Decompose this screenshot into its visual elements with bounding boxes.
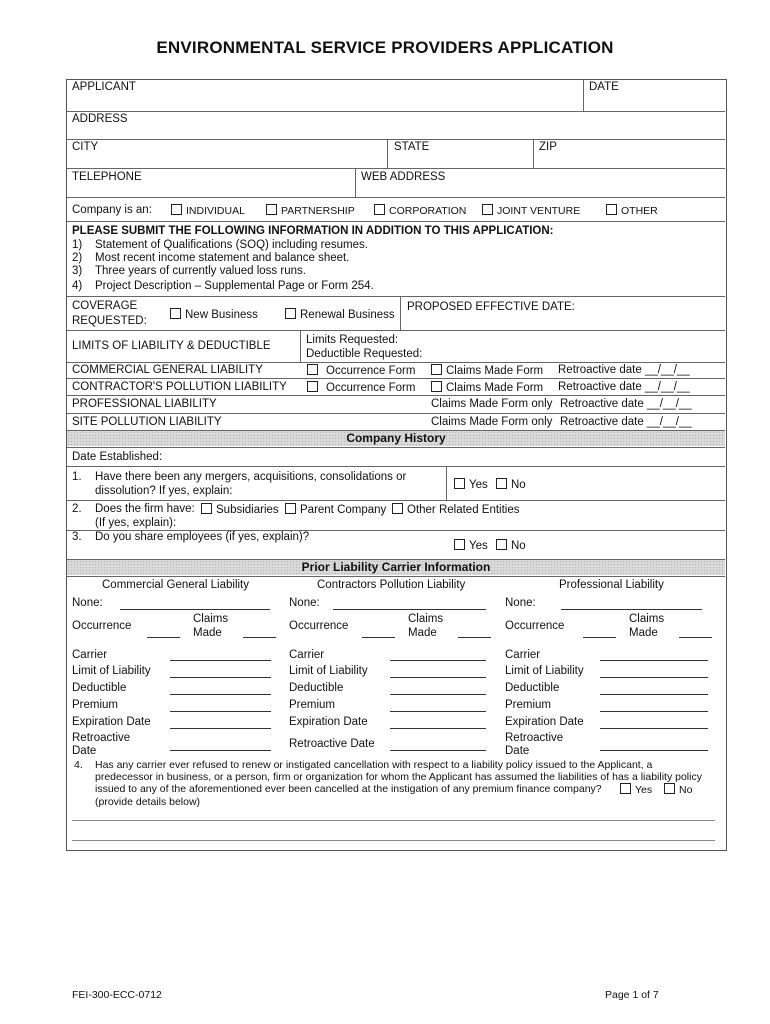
none-field: None: xyxy=(505,597,536,609)
claims-made-label: Claims xyxy=(629,613,665,625)
date-established-field[interactable]: Date Established: xyxy=(72,451,163,463)
deductible-label: Deductible xyxy=(505,682,560,694)
none-field: None: xyxy=(289,597,320,609)
q1-text-2: dissolution? If yes, explain: xyxy=(95,485,233,497)
q3-num: 3. xyxy=(72,531,82,543)
claims-made-form-only: Claims Made Form only xyxy=(431,416,553,428)
retroactive-date-label: Retroactive Date xyxy=(289,738,375,750)
company-type-label: Company is an: xyxy=(72,204,152,216)
q2-sub: (If yes, explain): xyxy=(95,517,177,529)
parent-company-option[interactable]: Parent Company xyxy=(285,503,386,516)
form-number: FEI-300-ECC-0712 xyxy=(72,989,162,1001)
q3-yes-option[interactable]: Yes xyxy=(454,539,488,552)
claims-made-form-only: Claims Made Form only xyxy=(431,398,553,410)
checkbox-icon[interactable] xyxy=(454,478,465,489)
web-address-field[interactable]: WEB ADDRESS xyxy=(361,171,446,183)
retroactive-label-2: Date xyxy=(505,745,530,757)
retroactive-date-field[interactable]: Retroactive date __/__/__ xyxy=(560,398,692,410)
checkbox-icon[interactable] xyxy=(496,478,507,489)
submit-item-num: 1) xyxy=(72,239,83,251)
submit-heading: PLEASE SUBMIT THE FOLLOWING INFORMATION IN ADDITION TO THIS APPLICATION: xyxy=(72,225,554,237)
submit-item: Three years of currently valued loss runs. xyxy=(95,265,306,277)
proposed-effective-date-field[interactable]: PROPOSED EFFECTIVE DATE: xyxy=(407,301,575,313)
none-field: None: xyxy=(72,597,103,609)
q4-details-line[interactable] xyxy=(72,840,715,841)
retroactive-label: Retroactive xyxy=(505,732,564,744)
checkbox-icon[interactable] xyxy=(307,364,318,375)
occurrence-form-option[interactable]: Occurrence Form xyxy=(307,381,415,394)
deductible-label: Deductible xyxy=(72,682,127,694)
premium-label: Premium xyxy=(505,699,552,711)
checkbox-icon[interactable] xyxy=(431,381,442,392)
limit-of-liability-label: Limit of Liability xyxy=(505,665,584,677)
checkbox-icon[interactable] xyxy=(482,204,493,215)
checkbox-icon[interactable] xyxy=(664,783,675,794)
company-type-joint-venture[interactable]: JOINT VENTURE xyxy=(482,204,580,217)
state-field[interactable]: STATE xyxy=(394,141,430,153)
date-field[interactable]: DATE xyxy=(589,81,619,93)
retroactive-date-field[interactable]: Retroactive date __/__/__ xyxy=(558,364,690,376)
q4-details-line[interactable] xyxy=(72,820,715,821)
submit-item: Most recent income statement and balance sheet. xyxy=(95,252,350,264)
claims-made-label: Claims xyxy=(193,613,229,625)
occurrence-label: Occurrence xyxy=(505,620,565,632)
q2-text: Does the firm have: xyxy=(95,503,195,515)
carrier-label: Carrier xyxy=(505,649,541,661)
submit-item-num: 4) xyxy=(72,280,83,292)
q4-no-option[interactable]: No xyxy=(664,783,692,796)
city-field[interactable]: CITY xyxy=(72,141,99,153)
liability-row-name: CONTRACTOR'S POLLUTION LIABILITY xyxy=(72,381,287,393)
limit-of-liability-label: Limit of Liability xyxy=(72,665,151,677)
coverage-label: COVERAGE xyxy=(72,300,138,312)
q1-text: Have there been any mergers, acquisitions, consolidations or xyxy=(95,471,407,483)
zip-field[interactable]: ZIP xyxy=(539,141,557,153)
q4-num: 4. xyxy=(74,759,83,771)
occurrence-label: Occurrence xyxy=(289,620,349,632)
q4-yes-option[interactable]: Yes xyxy=(620,783,652,796)
deductible-requested-field[interactable]: Deductible Requested: xyxy=(306,348,423,360)
expiration-date-label: Expiration Date xyxy=(505,716,584,728)
q4-text-2: predecessor in business, or a person, firm or organization for whom the Applicant has assumed the liabilities of has a liability policy xyxy=(95,771,702,783)
claims-made-label-2: Made xyxy=(629,627,658,639)
expiration-date-label: Expiration Date xyxy=(289,716,368,728)
checkbox-icon[interactable] xyxy=(392,503,403,514)
submit-item-num: 3) xyxy=(72,265,83,277)
company-type-individual[interactable]: INDIVIDUAL xyxy=(171,204,245,217)
new-business-option[interactable]: New Business xyxy=(170,308,258,321)
coverage-label-2: REQUESTED: xyxy=(72,315,147,327)
q1-yes-option[interactable]: Yes xyxy=(454,478,488,491)
submit-item-num: 2) xyxy=(72,252,83,264)
submit-item: Statement of Qualifications (SOQ) including resumes. xyxy=(95,239,368,251)
page-title: ENVIRONMENTAL SERVICE PROVIDERS APPLICATION xyxy=(156,38,614,57)
limits-label: LIMITS OF LIABILITY & DEDUCTIBLE xyxy=(72,340,271,352)
checkbox-icon[interactable] xyxy=(170,308,181,319)
carrier-label: Carrier xyxy=(72,649,108,661)
company-history-heading: Company History xyxy=(67,431,725,446)
claims-made-label-2: Made xyxy=(193,627,222,639)
page-number: Page 1 of 7 xyxy=(605,989,659,1001)
q4-text-3: issued to any of the aforementioned ever been cancelled at the instigation of any premium finance company? xyxy=(95,783,602,795)
checkbox-icon[interactable] xyxy=(454,539,465,550)
checkbox-icon[interactable] xyxy=(285,503,296,514)
company-type-corporation[interactable]: CORPORATION xyxy=(374,204,466,217)
checkbox-icon[interactable] xyxy=(307,381,318,392)
occurrence-form-option[interactable]: Occurrence Form xyxy=(307,364,415,377)
checkbox-icon[interactable] xyxy=(606,204,617,215)
liability-row-name: SITE POLLUTION LIABILITY xyxy=(72,416,222,428)
liability-row-name: PROFESSIONAL LIABILITY xyxy=(72,398,217,410)
checkbox-icon[interactable] xyxy=(266,204,277,215)
limits-requested-field[interactable]: Limits Requested: xyxy=(306,334,399,346)
column-contractors-pollution-liability: Contractors Pollution Liability xyxy=(317,579,466,591)
liability-row-name: COMMERCIAL GENERAL LIABILITY xyxy=(72,364,263,376)
retroactive-date-field[interactable]: Retroactive date __/__/__ xyxy=(558,381,690,393)
applicant-field[interactable]: APPLICANT xyxy=(72,81,136,93)
claims-made-label-2: Made xyxy=(408,627,437,639)
occurrence-label: Occurrence xyxy=(72,620,132,632)
q4-text: Has any carrier ever refused to renew or instigated cancellation with respect to a liability policy issued to the Applicant, a xyxy=(95,759,653,771)
other-related-entities-option[interactable]: Other Related Entities xyxy=(392,503,520,516)
claims-made-form-option[interactable]: Claims Made Form xyxy=(431,364,543,377)
checkbox-icon[interactable] xyxy=(496,539,507,550)
checkbox-icon[interactable] xyxy=(431,364,442,375)
q3-no-option[interactable]: No xyxy=(496,539,526,552)
checkbox-icon[interactable] xyxy=(285,308,296,319)
retroactive-date-field[interactable]: Retroactive date __/__/__ xyxy=(560,416,692,428)
column-commercial-general-liability: Commercial General Liability xyxy=(102,579,249,591)
form-frame xyxy=(66,79,727,851)
renewal-business-option[interactable]: Renewal Business xyxy=(285,308,395,321)
q4-text-4: (provide details below) xyxy=(95,796,201,808)
column-professional-liability: Professional Liability xyxy=(559,579,664,591)
company-type-partnership[interactable]: PARTNERSHIP xyxy=(266,204,355,217)
address-field[interactable]: ADDRESS xyxy=(72,113,128,125)
none-underline[interactable] xyxy=(120,609,270,610)
expiration-date-label: Expiration Date xyxy=(72,716,151,728)
telephone-field[interactable]: TELEPHONE xyxy=(72,171,142,183)
deductible-label: Deductible xyxy=(289,682,344,694)
claims-made-label: Claims xyxy=(408,613,444,625)
claims-made-form-option[interactable]: Claims Made Form xyxy=(431,381,543,394)
limit-of-liability-label: Limit of Liability xyxy=(289,665,368,677)
retroactive-label: Retroactive xyxy=(72,732,131,744)
premium-label: Premium xyxy=(289,699,336,711)
checkbox-icon[interactable] xyxy=(374,204,385,215)
q3-text: Do you share employees (if yes, explain)? xyxy=(95,531,310,543)
checkbox-icon[interactable] xyxy=(171,204,182,215)
q2-num: 2. xyxy=(72,503,82,515)
premium-label: Premium xyxy=(72,699,119,711)
company-type-other[interactable]: OTHER xyxy=(606,204,658,217)
q1-num: 1. xyxy=(72,471,82,483)
checkbox-icon[interactable] xyxy=(201,503,212,514)
q1-no-option[interactable]: No xyxy=(496,478,526,491)
subsidiaries-option[interactable]: Subsidiaries xyxy=(201,503,279,516)
submit-item: Project Description – Supplemental Page or Form 254. xyxy=(95,280,374,292)
retroactive-label-2: Date xyxy=(72,745,97,757)
prior-carrier-heading: Prior Liability Carrier Information xyxy=(67,560,725,575)
carrier-label: Carrier xyxy=(289,649,325,661)
checkbox-icon[interactable] xyxy=(620,783,631,794)
